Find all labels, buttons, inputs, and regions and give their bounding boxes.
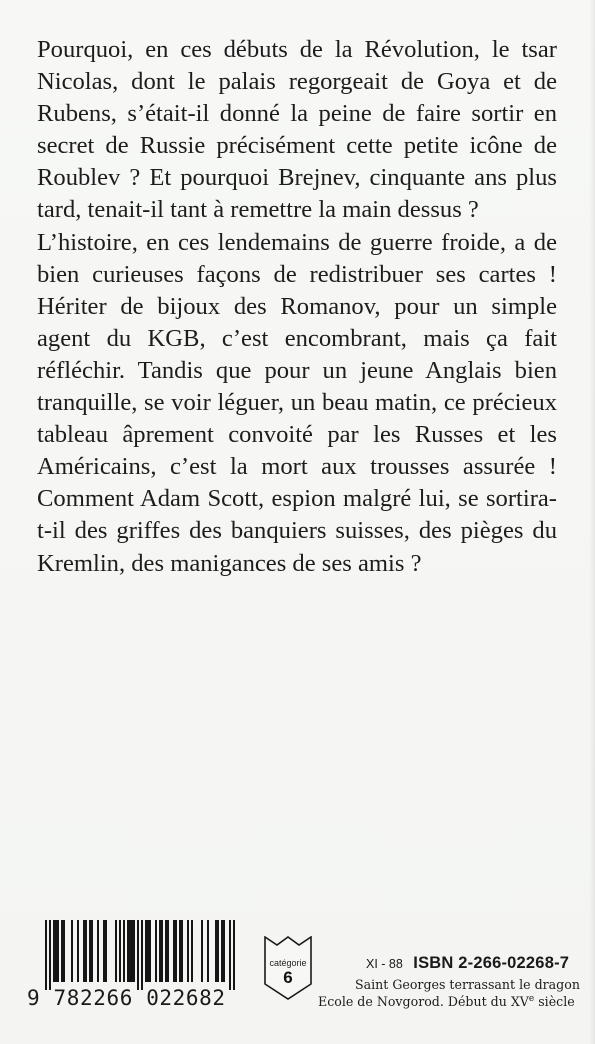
barcode-bar: [173, 920, 175, 982]
barcode-bar: [155, 920, 157, 982]
back-cover-blurb: [37, 34, 557, 580]
barcode-bar: [165, 920, 167, 982]
cover-credit-origin-end: siècle: [534, 994, 575, 1009]
barcode-bar: [77, 920, 79, 982]
barcode-bar: [91, 920, 93, 982]
barcode-bar: [161, 920, 163, 982]
barcode-bar: [217, 920, 219, 982]
barcode-bar: [181, 920, 183, 982]
barcode-bar: [207, 920, 209, 982]
isbn: ISBN 2-266-02268-7: [413, 954, 570, 972]
barcode-bar: [167, 920, 169, 982]
cover-credit-title: Saint Georges terrassant le dragon: [355, 977, 580, 992]
barcode-bar: [145, 920, 147, 982]
barcode-bar: [141, 920, 143, 990]
barcode-bar: [221, 920, 223, 982]
barcode-bar: [137, 920, 139, 990]
barcode-bar: [131, 920, 133, 982]
category-label: catégorie: [269, 958, 307, 968]
barcode-bar: [45, 920, 47, 990]
barcode-bar: [149, 920, 151, 982]
barcode-bar: [53, 920, 55, 982]
cover-edge-shadow: [589, 0, 595, 1044]
cover-credit-origin-main: Ecole de Novgorod. Début du XV: [318, 994, 529, 1009]
barcode-bar: [71, 920, 73, 982]
barcode-bar: [83, 920, 85, 982]
barcode-bar: [97, 920, 99, 982]
barcode-bars: [27, 920, 247, 990]
barcode-bar: [223, 920, 225, 982]
barcode-bar: [55, 920, 57, 982]
barcode-bar: [147, 920, 149, 982]
category-number: 6: [283, 968, 293, 987]
barcode-bar: [129, 920, 131, 982]
barcode-bar: [57, 920, 59, 982]
barcode-bar: [49, 920, 51, 990]
category-badge: [263, 936, 313, 1000]
barcode-bar: [233, 920, 235, 990]
barcode-bar: [63, 920, 65, 982]
barcode-bar: [123, 920, 125, 982]
barcode-bar: [229, 920, 231, 990]
barcode-bar: [187, 920, 189, 982]
barcode-bar: [103, 920, 105, 982]
barcode-bar: [89, 920, 91, 982]
barcode-bar: [159, 920, 161, 982]
blurb-paragraph-2: L’histoire, en ces lendemains de guerre froide, a de bien curieuses façons de redistribuer ses cartes ! Hériter de bijoux des Romanov, pour un simple agent du KGB, c’est encombrant, mais ça fait réfléchir. Tandis que pour un jeune Anglais bien tranquille, se voir léguer, un beau matin, ce précieux tableau âprement convoité par les Russes et les Américains, c’est la mort aux trousses assurée ! Comment Adam Scott, espion malgré lui, se sortira-t-il des griffes des banquiers suisses, des pièges du Kremlin, des manigances de ses amis ?: [37, 228, 557, 577]
barcode-digits: 9 782266 022682: [27, 986, 226, 1010]
barcode-bar: [179, 920, 181, 982]
cover-credit-origin: [318, 994, 575, 1009]
barcode-bar: [85, 920, 87, 982]
barcode-bar: [127, 920, 129, 982]
isbn-line: [366, 954, 576, 973]
barcode-bar: [175, 920, 177, 982]
barcode: [27, 920, 247, 1012]
barcode-bar: [201, 920, 203, 982]
barcode-bar: [133, 920, 135, 982]
cover-credit-origin-sup: e: [528, 993, 535, 1004]
barcode-bar: [61, 920, 63, 982]
barcode-bar: [191, 920, 193, 982]
barcode-bar: [115, 920, 117, 982]
barcode-bar: [215, 920, 217, 982]
barcode-bar: [119, 920, 121, 982]
print-code: XI - 88: [366, 957, 403, 971]
blurb-paragraph-1: Pourquoi, en ces débuts de la Révolution, le tsar Nicolas, dont le palais regorgeait de Goya et de Rubens, s’était-il donné la peine de faire sortir en secret de Russie précisément cette petite icône de Roublev ? Et pourquoi Brejnev, cinquante ans plus tard, tenait-il tant à remettre la main dessus ?: [37, 36, 557, 224]
barcode-bar: [105, 920, 107, 982]
